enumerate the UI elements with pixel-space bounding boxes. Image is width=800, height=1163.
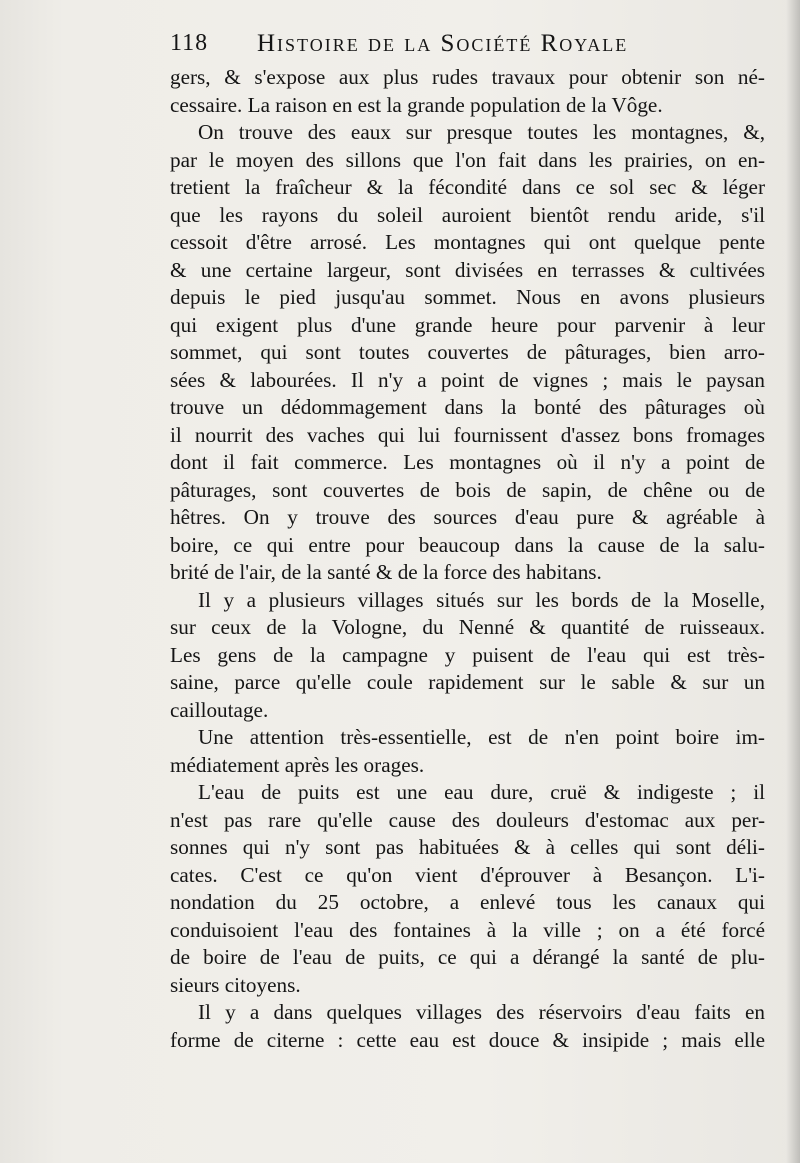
text-line: forme de citerne : cette eau est douce & insipide ; mais elle [170,1027,765,1052]
text-line: Il y a plusieurs villages situés sur les bords de la Moselle, [198,587,765,612]
text-line: cessaire. La raison en est la grande population de la Vôge. [170,92,663,117]
text-line: cates. C'est ce qu'on vient d'éprouver à Besançon. L'i- [170,862,765,887]
text-line: sur ceux de la Vologne, du Nenné & quantité de ruisseaux. [170,615,765,639]
text-line: hêtres. On y trouve des sources d'eau pure & agréable à [170,505,765,529]
page-edge-shadow [786,0,800,1163]
text-line: il nourrit des vaches qui lui fournissent d'assez bons fromages [170,422,765,447]
text-line: sieurs citoyens. [170,972,301,997]
text-line: tretient la fraîcheur & la fécondité dans ce sol sec & léger [170,175,765,199]
text-line: L'eau de puits est une eau dure, cruë & indigeste ; il [198,780,765,804]
text-line: gers, & s'expose aux plus rudes travaux pour obtenir son né- [170,65,765,89]
text-line: conduisoient l'eau des fontaines à la ville ; on a été forcé [170,917,765,942]
text-line: depuis le pied jusqu'au sommet. Nous en avons plusieurs [170,285,765,309]
text-line: qui exigent plus d'une grande heure pour parvenir à leur [170,312,765,337]
page-number: 118 [170,30,209,56]
page-header [170,30,710,60]
text-line: sées & labourées. Il n'y a point de vignes ; mais le paysan [170,367,765,392]
text-line: dont il fait commerce. Les montagnes où il n'y a point de [170,450,765,474]
text-line: par le moyen des sillons que l'on fait dans les prairies, on en- [170,147,765,172]
text-line: cailloutage. [170,697,269,722]
text-line: boire, ce qui entre pour beaucoup dans la cause de la salu- [170,532,765,557]
text-line: sommet, qui sont toutes couvertes de pâturages, bien arro- [170,340,765,364]
text-line: Il y a dans quelques villages des réservoirs d'eau faits en [198,1000,765,1024]
text-line: saine, parce qu'elle coule rapidement sur le sable & sur un [170,670,765,694]
text-line: pâturages, sont couvertes de bois de sapin, de chêne ou de [170,477,765,502]
text-line: sonnes qui n'y sont pas habituées & à celles qui sont déli- [170,835,765,859]
text-line: de boire de l'eau de puits, ce qui a dérangé la santé de plu- [170,945,765,969]
text-line: Une attention très-essentielle, est de n'en point boire im- [198,725,765,749]
text-line: Les gens de la campagne y puisent de l'eau qui est très- [170,642,765,667]
running-title: Histoire de la Société Royale [257,30,629,57]
body-text [170,64,765,1054]
text-line: nondation du 25 octobre, a enlevé tous les canaux qui [170,890,765,914]
text-line: que les rayons du soleil auroient bientôt rendu aride, s'il [170,202,765,227]
text-line: cessoit d'être arrosé. Les montagnes qui ont quelque pente [170,230,765,254]
text-line: n'est pas rare qu'elle cause des douleurs d'estomac aux per- [170,807,765,832]
text-line: trouve un dédommagement dans la bonté des pâturages où [170,395,765,419]
text-line: brité de l'air, de la santé & de la force des habitans. [170,560,602,584]
text-line: On trouve des eaux sur presque toutes les montagnes, &, [198,120,765,144]
text-line: & une certaine largeur, sont divisées en terrasses & cultivées [170,257,765,282]
text-line: médiatement après les orages. [170,752,425,777]
